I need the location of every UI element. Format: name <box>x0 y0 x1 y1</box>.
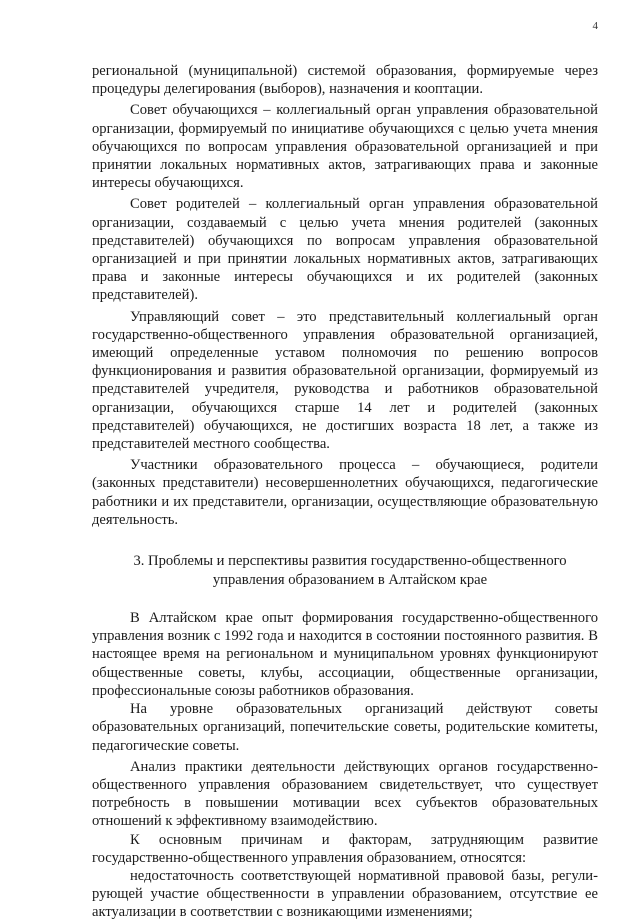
paragraph-student-council: Совет обучающихся – коллегиальный орган управления образовательной организации, формируемый по инициативе обучающихся с целью учета мнения обучающихся по вопросам управления образовательной организацией и при принятии локальных нормативных актов, затрагивающих права и законные интересы обучающихся. <box>92 102 598 192</box>
paragraph-legal-base: недостаточность соответствующей нормативной правовой базы, регулирующей участие общественности в управлении образованием, отсутствие ее актуализации в соответствии с возникающими изменениями; <box>92 867 598 921</box>
paragraph-factors: К основным причинам и факторам, затрудняющим развитие государственно-общественного управления образованием, относятся: <box>92 831 598 866</box>
section-heading <box>92 552 598 589</box>
section-heading-line-2: управления образованием в Алтайском крае <box>212 571 488 588</box>
page-number: 4 <box>592 20 598 32</box>
paragraph-parent-council: Совет родителей – коллегиальный орган управления образовательной организации, создаваемый с целью учета мнения родителей (законных представителей) обучающихся по вопросам управления образовательной организацией и при принятии локальных нормативных актов, затрагивающих права и законные интересы обучающихся и их родителей (законных представителей). <box>92 196 598 304</box>
page-body <box>92 62 598 922</box>
paragraph-participants: Участники образовательного процесса – обучающиеся, родители (законных представители) несовершеннолетних обучающихся, педагогические работники и их представители, организации, осуществляющие образовательную деятельность. <box>92 457 598 528</box>
section-heading-line-1: 3. Проблемы и перспективы развития государственно-общественного <box>133 553 567 570</box>
paragraph-continuation: региональной (муниципальной) системой образования, формируемые через процедуры делегирования (выборов), назначения и кооптации. <box>92 63 598 98</box>
paragraph-governing-council: Управляющий совет – это представительный коллегиальный орган государственно-общественного управления образовательной организацией, имеющий определенные уставом полномочия по решению вопросов функционирования и развития образовательной организации, формируемый из представителей учредителя, руководства и работников образовательной организации, обучающихся старше 14 лет и родителей (законных представителей) обучающихся, не достигших возраста 18 лет, а также из представителей местного сообщества. <box>92 308 598 453</box>
paragraph-altai-experience: В Алтайском крае опыт формирования государственно-общественного управления возник с 1992 года и находится в состоянии постоянного развития. В настоящее время на региональном и муниципальном уровнях функционируют общественные советы, клубы, ассоциации, общественные организации, профессиональные союзы работников образования. <box>92 610 598 699</box>
paragraph-analysis: Анализ практики деятельности действующих органов государственно-общественного управления образованием свидетельствует, что существует потребность в повышении мотивации всех субъектов образовательных отношений к эффективному взаимодействию. <box>92 758 598 830</box>
paragraph-org-level: На уровне образовательных организаций действуют советы образовательных организаций, попечительские советы, родительские комитеты, педагогические советы. <box>92 701 598 754</box>
